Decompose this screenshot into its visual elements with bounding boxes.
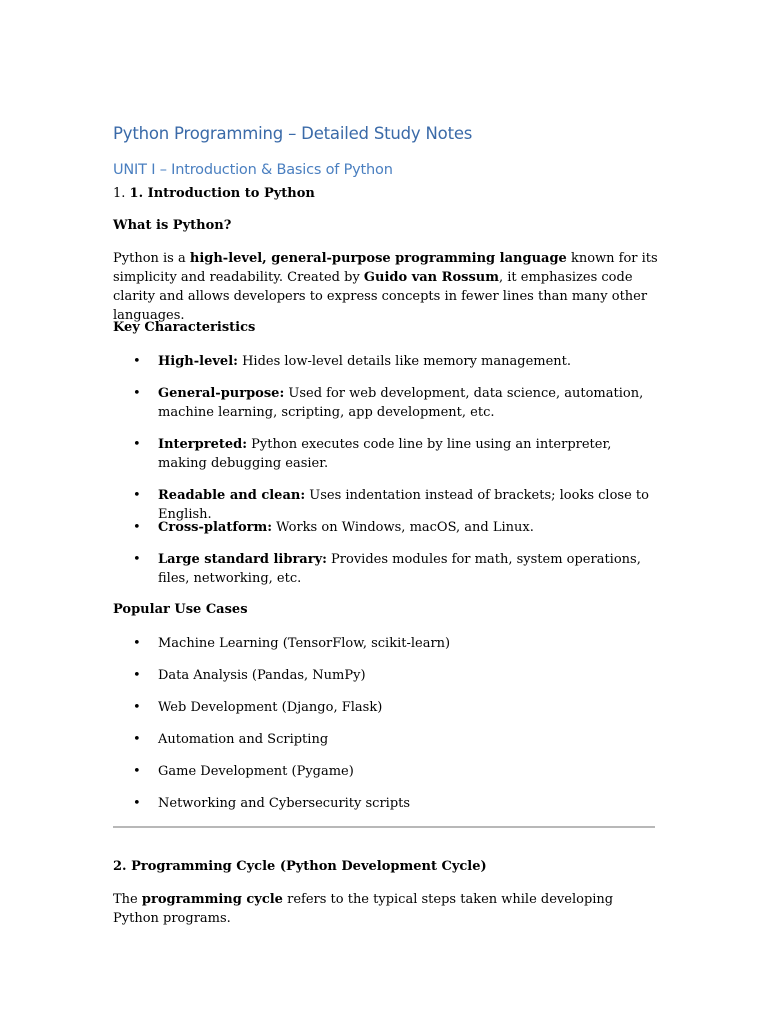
list-item-text: Game Development (Pygame) (158, 764, 354, 779)
list-item (113, 794, 658, 813)
list-item-text: Web Development (Django, Flask) (158, 700, 383, 715)
bullet-icon: • (133, 386, 141, 401)
bullet-icon: • (133, 732, 141, 747)
cycle-text-2: refers to the typical steps taken while developing Python programs. (113, 892, 614, 926)
list-item-term: Readable and clean: (158, 488, 306, 503)
bullet-icon: • (133, 700, 141, 715)
bullet-icon: • (133, 636, 141, 651)
list-item-text: Automation and Scripting (158, 732, 329, 747)
list-item-text: Python executes code line by line using an interpreter, making debugging easier. (158, 437, 612, 471)
list-item-text: Used for web development, data science, automation, machine learning, scripting, app development, etc. (158, 386, 644, 420)
key-characteristics-heading: Key Characteristics (113, 320, 256, 335)
bullet-icon: • (133, 354, 141, 369)
bullet-icon: • (133, 796, 141, 811)
intro-bold-1: high-level, general-purpose programming language (189, 251, 567, 266)
cycle-bold-1: programming cycle (141, 892, 283, 907)
intro-bold-2: Guido van Rossum (363, 270, 499, 285)
list-item-text: Data Analysis (Pandas, NumPy) (158, 668, 366, 683)
section-heading-intro (113, 186, 315, 201)
list-item (113, 698, 658, 717)
list-item-text: Hides low-level details like memory management. (237, 354, 572, 369)
intro-text-1: Python is a (113, 251, 190, 266)
section-title: 1. Introduction to Python (129, 186, 315, 201)
list-item (113, 518, 658, 537)
list-item-term: High-level: (158, 354, 238, 369)
unit-heading: UNIT I – Introduction & Basics of Python (113, 162, 393, 178)
list-item (113, 762, 658, 781)
bullet-icon: • (133, 552, 141, 567)
list-item (113, 352, 658, 371)
list-item-term: Cross-platform: (158, 520, 273, 535)
list-item (113, 550, 658, 588)
bullet-icon: • (133, 488, 141, 503)
bullet-icon: • (133, 764, 141, 779)
list-item-text: Networking and Cybersecurity scripts (158, 796, 411, 811)
use-cases-heading: Popular Use Cases (113, 602, 248, 617)
list-item-term: Interpreted: (158, 437, 248, 452)
intro-text-2: known for its simplicity and readability. Created by (113, 251, 658, 285)
bullet-icon: • (133, 668, 141, 683)
section-number: 1. (113, 186, 126, 201)
list-item (113, 666, 658, 685)
bullet-icon: • (133, 520, 141, 535)
what-is-python-heading: What is Python? (113, 218, 232, 233)
list-item (113, 384, 658, 422)
list-item-term: Large standard library: (158, 552, 327, 567)
intro-text-3: , it emphasizes code clarity and allows developers to express concepts in fewer lines than many other languages. (113, 270, 648, 323)
intro-paragraph (113, 249, 658, 325)
section-heading-cycle: 2. Programming Cycle (Python Development Cycle) (113, 859, 487, 874)
list-item-text: Provides modules for math, system operations, files, networking, etc. (158, 552, 641, 586)
bullet-icon: • (133, 437, 141, 452)
document-title: Python Programming – Detailed Study Notes (113, 124, 473, 143)
horizontal-divider (113, 826, 655, 828)
list-item (113, 435, 658, 473)
list-item (113, 634, 658, 653)
list-item (113, 730, 658, 749)
cycle-paragraph (113, 890, 658, 928)
list-item-text: Works on Windows, macOS, and Linux. (272, 520, 534, 535)
list-item-text: Uses indentation instead of brackets; looks close to English. (158, 488, 649, 522)
list-item-term: General-purpose: (158, 386, 285, 401)
list-item-text: Machine Learning (TensorFlow, scikit-learn) (158, 636, 451, 651)
cycle-text-1: The (113, 892, 142, 907)
